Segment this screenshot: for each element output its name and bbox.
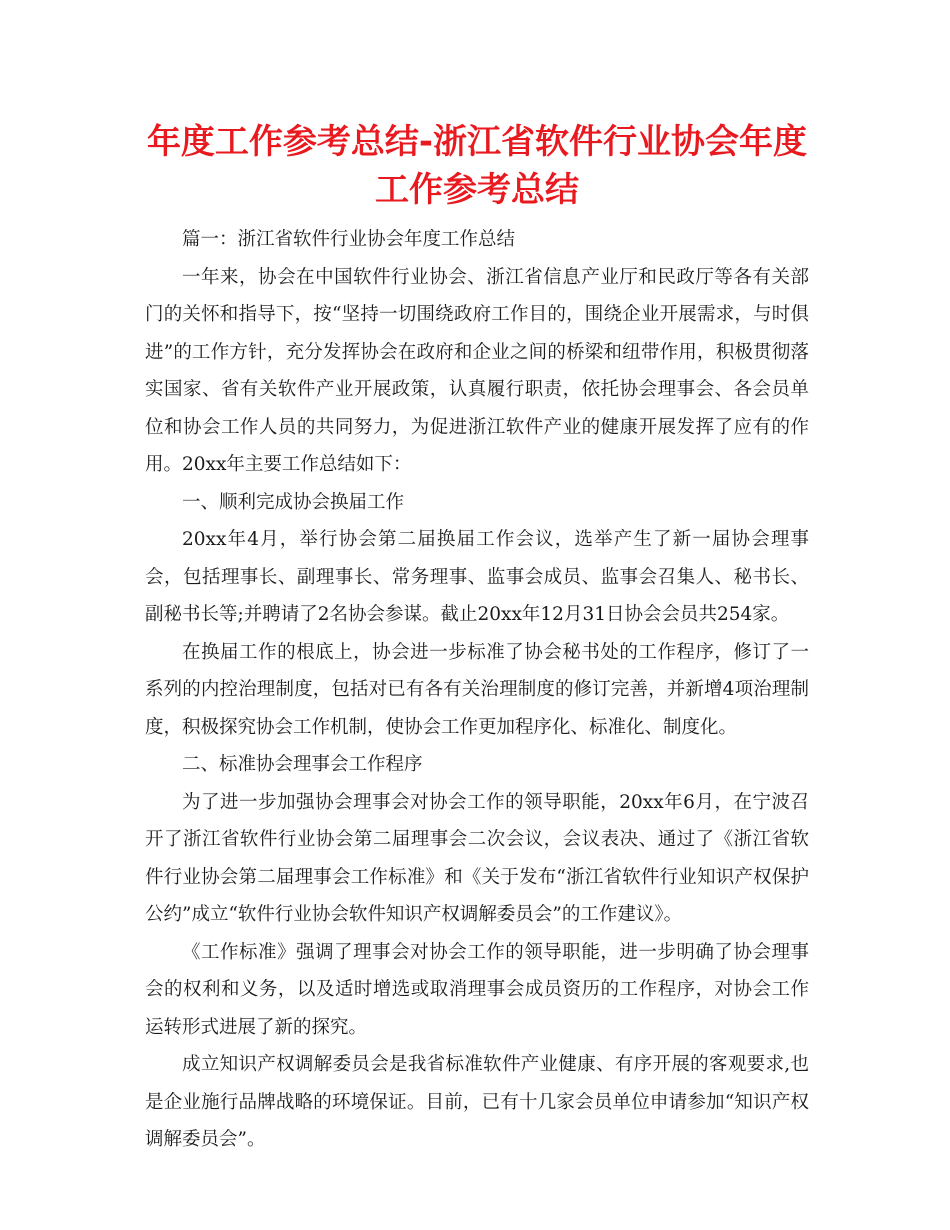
document-title: 年度工作参考总结-浙江省软件行业协会年度工作参考总结 xyxy=(146,122,808,210)
document-body xyxy=(145,221,809,1159)
section-heading: 一、顺利完成协会换届工作 xyxy=(182,491,405,513)
paragraph: 为了进一步加强协会理事会对协会工作的领导职能，20xx年6月，在宁波召开了浙江省软件行业协会第二届理事会二次会议，会议表决、通过了《浙江省软件行业协会第二届理事会工作标准》和《关于发布“浙江省软件行业知识产权保护公约”成立“软件行业协会软件知识产权调解委员会”的工作建议》。 xyxy=(145,791,809,925)
paragraph: 成立知识产权调解委员会是我省标准软件产业健康、有序开展的客观要求,也是企业施行品牌战略的环境保证。目前，已有十几家会员单位申请参加“知识产权调解委员会”。 xyxy=(145,1054,809,1150)
document-page xyxy=(145,118,809,1159)
paragraph: 20xx年4月，举行协会第二届换届工作会议，选举产生了新一届协会理事会，包括理事长、副理事长、常务理事、监事会成员、监事会召集人、秘书长、副秘书长等;并聘请了2名协会参谋。截止20xx年12月31日协会会员共254家。 xyxy=(145,529,809,625)
section-heading: 篇一：浙江省软件行业协会年度工作总结 xyxy=(182,229,516,250)
paragraph: 一年来，协会在中国软件行业协会、浙江省信息产业厅和民政厅等各有关部门的关怀和指导下，按“坚持一切围绕政府工作目的，围绕企业开展需求，与时俱进”的工作方针，充分发挥协会在政府和企业之间的桥梁和纽带作用，积极贯彻落实国家、省有关软件产业开展政策，认真履行职责，依托协会理事会、各会员单位和协会工作人员的共同努力，为促进浙江软件产业的健康开展发挥了应有的作用。20xx年主要工作总结如下： xyxy=(145,266,809,475)
section-heading: 二、标准协会理事会工作程序 xyxy=(182,754,423,775)
paragraph: 在换届工作的根底上，协会进一步标准了协会秘书处的工作程序，修订了一系列的内控治理制度，包括对已有各有关治理制度的修订完善，并新增4项治理制度，积极探究协会工作机制，使协会工作更加程序化、标准化、制度化。 xyxy=(145,641,809,738)
paragraph: 《工作标准》强调了理事会对协会工作的领导职能，进一步明确了协会理事会的权利和义务，以及适时增选或取消理事会成员资历的工作程序，对协会工作运转形式进展了新的探究。 xyxy=(145,941,809,1038)
